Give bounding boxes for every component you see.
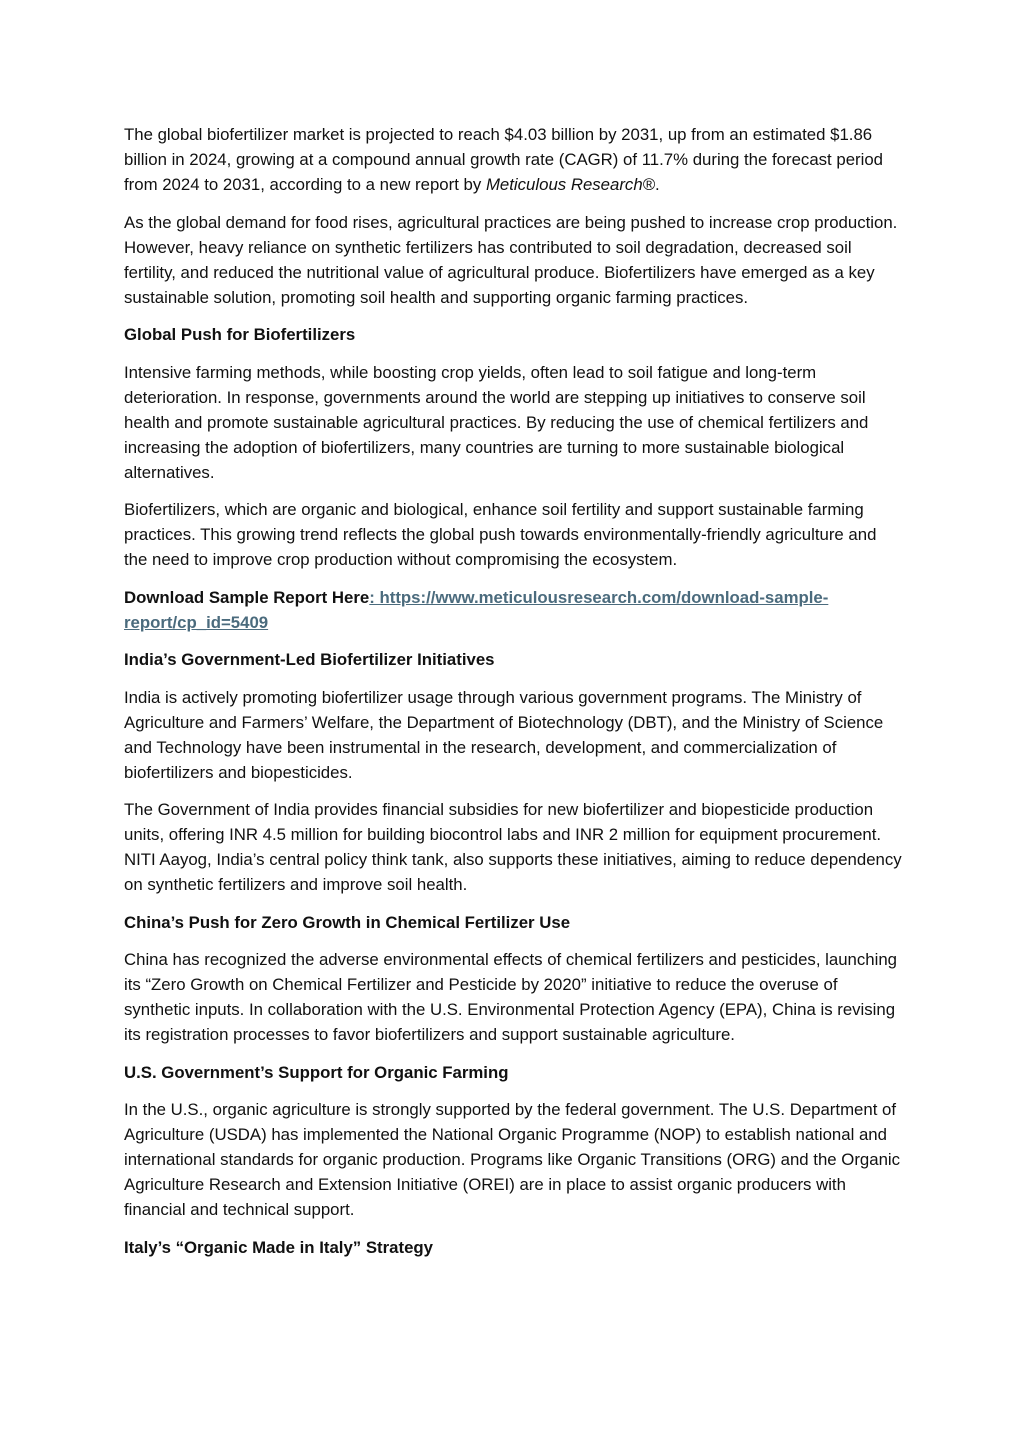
heading-italy: Italy’s “Organic Made in Italy” Strategy <box>124 1237 433 1257</box>
china-paragraph: China has recognized the adverse environmental effects of chemical fertilizers and pesticides, launching its “Zero Growth on Chemical Fertilizer and Pesticide by 2020” initiative to reduce the overuse of synthetic inputs. In collaboration with the U.S. Environmental Protection Agency (EPA), China is revising its registration processes to favor biofertilizers and support sustainable agriculture. <box>124 950 897 1044</box>
intro-paragraph <box>124 122 904 197</box>
india-paragraph-2: The Government of India provides financial subsidies for new biofertilizer and biopesticide production units, offering INR 4.5 million for building biocontrol labs and INR 2 million for equipment procurement. NITI Aayog, India’s central policy think tank, also supports these initiatives, aiming to reduce dependency on synthetic fertilizers and improve soil health. <box>124 800 902 894</box>
intensive-farming-paragraph: Intensive farming methods, while boosting crop yields, often lead to soil fatigue and long-term deterioration. In response, governments around the world are stepping up initiatives to conserve soil health and promote sustainable agricultural practices. By reducing the use of chemical fertilizers and increasing the adoption of biofertilizers, many countries are turning to more sustainable biological alternatives. <box>124 362 869 482</box>
demand-paragraph: As the global demand for food rises, agricultural practices are being pushed to increase crop production. However, heavy reliance on synthetic fertilizers has contributed to soil degradation, decreased soil fertility, and reduced the nutritional value of agricultural produce. Biofertilizers have emerged as a key sustainable solution, promoting soil health and supporting organic farming practices. <box>124 212 898 307</box>
download-label: Download Sample Report Here <box>124 587 370 607</box>
india-paragraph-1: India is actively promoting biofertilizer usage through various government programs. The Ministry of Agriculture and Farmers’ Welfare, the Department of Biotechnology (DBT), and the Ministry of Science and Technology have been instrumental in the research, development, and commercialization of biofertilizers and biopesticides. <box>124 687 884 782</box>
document-page <box>124 122 904 1272</box>
download-paragraph <box>124 585 904 635</box>
report-source: Meticulous Research® <box>485 175 656 194</box>
us-paragraph: In the U.S., organic agriculture is strongly supported by the federal government. The U.S. Department of Agriculture (USDA) has implemented the National Organic Programme (NOP) to establish national and international standards for organic production. Programs like Organic Transitions (ORG) and the Organic Agriculture Research and Extension Initiative (OREI) are in place to assist organic producers with financial and technical support. <box>124 1100 901 1219</box>
heading-us: U.S. Government’s Support for Organic Farming <box>124 1062 509 1082</box>
biofertilizers-paragraph: Biofertilizers, which are organic and biological, enhance soil fertility and support sustainable farming practices. This growing trend reflects the global push towards environmentally-friendly agriculture and the need to improve crop production without compromising the ecosystem. <box>124 500 877 569</box>
heading-china: China’s Push for Zero Growth in Chemical Fertilizer Use <box>124 912 571 932</box>
intro-text: The global biofertilizer market is projected to reach $4.03 billion by 2031, up from an estimated $1.86 billion in 2024, growing at a compound annual growth rate (CAGR) of 11.7% during the forecast period from 2024 to 2031, according to a new report by <box>124 125 884 194</box>
heading-global-push: Global Push for Biofertilizers <box>124 325 356 344</box>
heading-india: India’s Government-Led Biofertilizer Initiatives <box>124 650 495 669</box>
intro-end: . <box>655 175 660 194</box>
download-sample-link[interactable]: : https://www.meticulousresearch.com/download-sample-report/cp_id=5409 <box>124 587 829 632</box>
